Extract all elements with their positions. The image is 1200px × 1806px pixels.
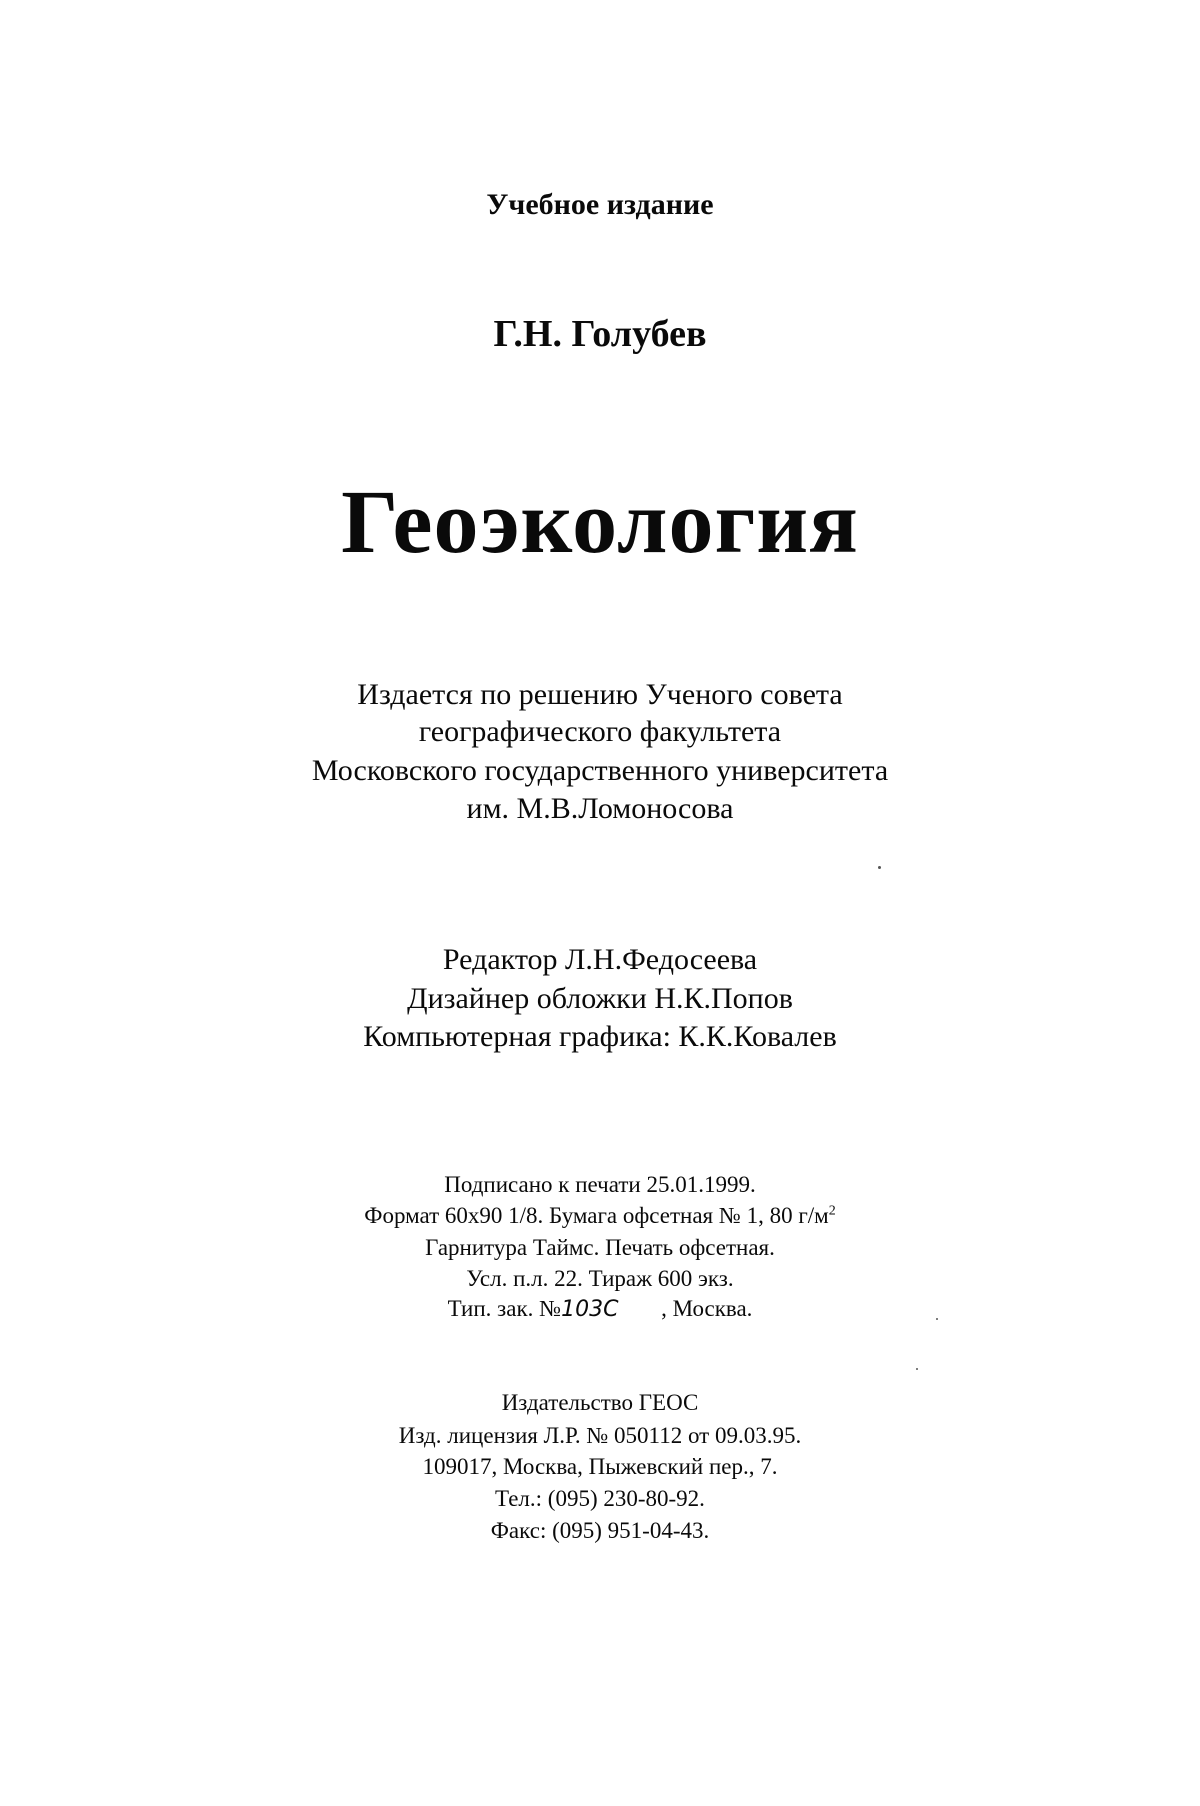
publisher-address: 109017, Москва, Пыжевский пер., 7. [422, 1454, 778, 1479]
order-prefix: Тип. зак. № [447, 1296, 562, 1321]
scan-speck [916, 1368, 918, 1370]
format-text: Формат 60x90 1/8. Бумага офсетная № 1, 80 г/м [364, 1203, 829, 1228]
handwritten-order-number: 103С [561, 1297, 619, 1322]
cover-designer-credit: Дизайнер обложки Н.К.Попов [407, 982, 793, 1015]
graphics-credit: Компьютерная графика: К.К.Ковалев [363, 1020, 837, 1053]
publisher-phone: Тел.: (095) 230-80-92. [495, 1486, 705, 1511]
approval-line: Московского государственного университета [311, 754, 889, 787]
author-name: Г.Н. Голубев [493, 313, 707, 355]
approval-line: Издается по решению Ученого совета [357, 678, 843, 711]
book-title: Геоэкология [341, 473, 859, 572]
publisher-license: Изд. лицензия Л.Р. № 050112 от 09.03.95. [398, 1423, 802, 1448]
approval-line: географического факультета [418, 715, 782, 748]
signed-to-print: Подписано к печати 25.01.1999. [444, 1172, 756, 1197]
series-label: Учебное издание [486, 188, 714, 221]
approval-line: им. М.В.Ломоносова [466, 792, 734, 825]
typeface-info: Гарнитура Таймс. Печать офсетная. [425, 1235, 775, 1260]
format-paper [0, 1204, 1200, 1227]
volume-info: Усл. п.л. 22. Тираж 600 экз. [466, 1266, 734, 1291]
publisher-fax: Факс: (095) 951-04-43. [490, 1518, 710, 1543]
scan-speck [936, 1318, 938, 1320]
format-superscript: 2 [828, 1203, 836, 1219]
publisher-name: Издательство ГЕОС [501, 1390, 699, 1415]
order-info [0, 1297, 1200, 1321]
order-suffix: , Москва. [661, 1296, 753, 1321]
editor-credit: Редактор Л.Н.Федосеева [442, 943, 758, 976]
scan-speck [878, 866, 881, 869]
